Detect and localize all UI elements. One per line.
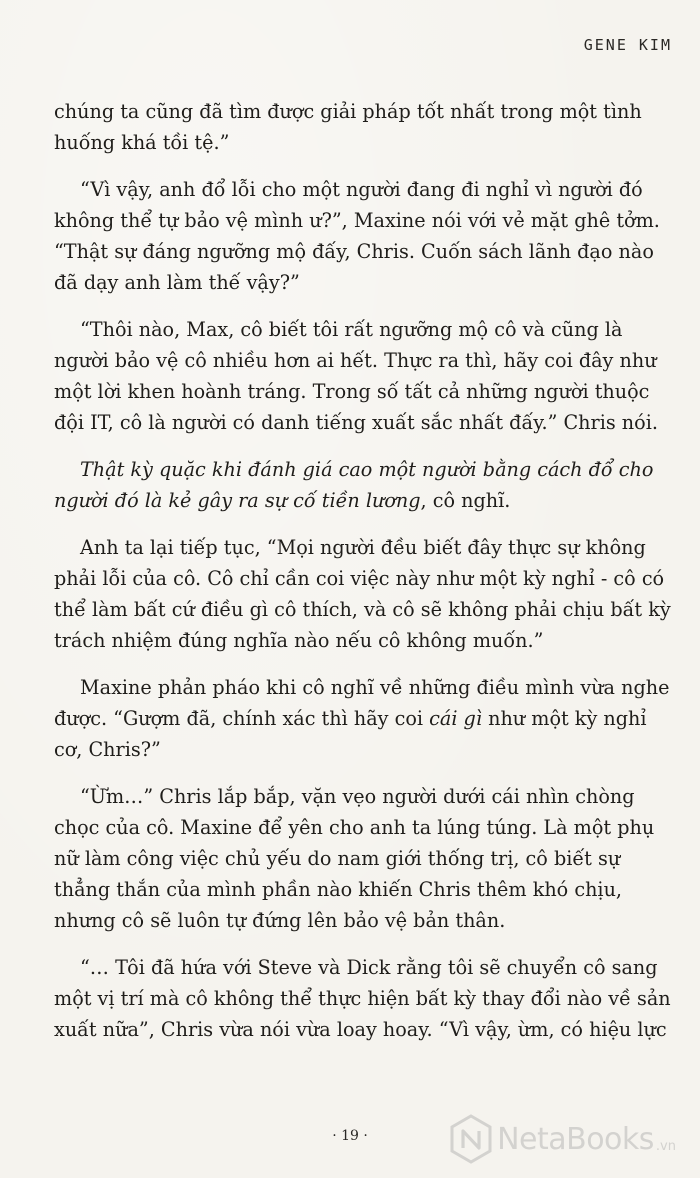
paragraph-6-italic-word: cái gì xyxy=(429,707,482,730)
paragraph-4-text: , cô nghĩ. xyxy=(420,489,511,512)
paragraph-3 xyxy=(54,314,678,438)
watermark-suffix: .vn xyxy=(655,1139,676,1154)
paragraph-3-text: “Thôi nào, Max, cô biết tôi rất ngưỡng mộ cô và cũng là người bảo vệ cô nhiều hơn ai hết. Thực ra thì, hãy coi đây như một lời khen hoành tráng. Trong số tất cả những người thuộc đội IT, cô là người có danh tiếng xuất sắc nhất đấy.” Chris nói. xyxy=(54,318,658,434)
running-head-author: GENE KIM xyxy=(583,36,672,54)
paragraph-4 xyxy=(54,454,678,516)
paragraph-1-text: chúng ta cũng đã tìm được giải pháp tốt nhất trong một tình huống khá tồi tệ.” xyxy=(54,100,642,154)
body-text xyxy=(54,96,678,1061)
paragraph-5 xyxy=(54,532,678,656)
paragraph-7-text: “Ừm…” Chris lắp bắp, vặn vẹo người dưới cái nhìn chòng chọc của cô. Maxine để yên cho anh ta lúng túng. Là một phụ nữ làm công việc chủ yếu do nam giới thống trị, cô biết sự thẳng thắn của mình phần nào khiến Chris thêm khó chịu, nhưng cô sẽ luôn tự đứng lên bảo vệ bản thân. xyxy=(54,785,655,932)
paragraph-1 xyxy=(54,96,678,158)
paragraph-6-text-a: Maxine phản pháo khi cô nghĩ về những điều mình vừa nghe được. “Gượm đã, chính xác thì hãy coi xyxy=(54,676,670,730)
paragraph-8 xyxy=(54,952,678,1045)
page-number: · 19 · xyxy=(332,1128,368,1144)
paragraph-6-text-b: như một kỳ nghỉ cơ, Chris?” xyxy=(54,707,647,761)
paragraph-2 xyxy=(54,174,678,298)
paragraph-2-text: “Vì vậy, anh đổ lỗi cho một người đang đi nghỉ vì người đó không thể tự bảo vệ mình ư?”, Maxine nói với vẻ mặt ghê tởm. “Thật sự đáng ngưỡng mộ đấy, Chris. Cuốn sách lãnh đạo nào đã dạy anh làm thế vậy?” xyxy=(54,178,660,294)
watermark-brand: NetaBooks xyxy=(497,1121,654,1157)
netabooks-watermark xyxy=(449,1114,676,1164)
paragraph-5-text: Anh ta lại tiếp tục, “Mọi người đều biết đây thực sự không phải lỗi của cô. Cô chỉ cần coi việc này như một kỳ nghỉ - cô có thể làm bất cứ điều gì cô thích, và cô sẽ không phải chịu bất kỳ trách nhiệm đúng nghĩa nào nếu cô không muốn.” xyxy=(54,536,671,652)
paragraph-6 xyxy=(54,672,678,765)
paragraph-8-text: “… Tôi đã hứa với Steve và Dick rằng tôi sẽ chuyển cô sang một vị trí mà cô không thể thực hiện bất kỳ thay đổi nào về sản xuất nữa”, Chris vừa nói vừa loay hoay. “Vì vậy, ừm, có hiệu lực xyxy=(54,956,671,1041)
paragraph-7 xyxy=(54,781,678,936)
paragraph-4-italic-thought: Thật kỳ quặc khi đánh giá cao một người bằng cách đổ cho người đó là kẻ gây ra sự cố tiền lương xyxy=(54,458,654,512)
netabooks-logo-icon xyxy=(449,1114,493,1164)
